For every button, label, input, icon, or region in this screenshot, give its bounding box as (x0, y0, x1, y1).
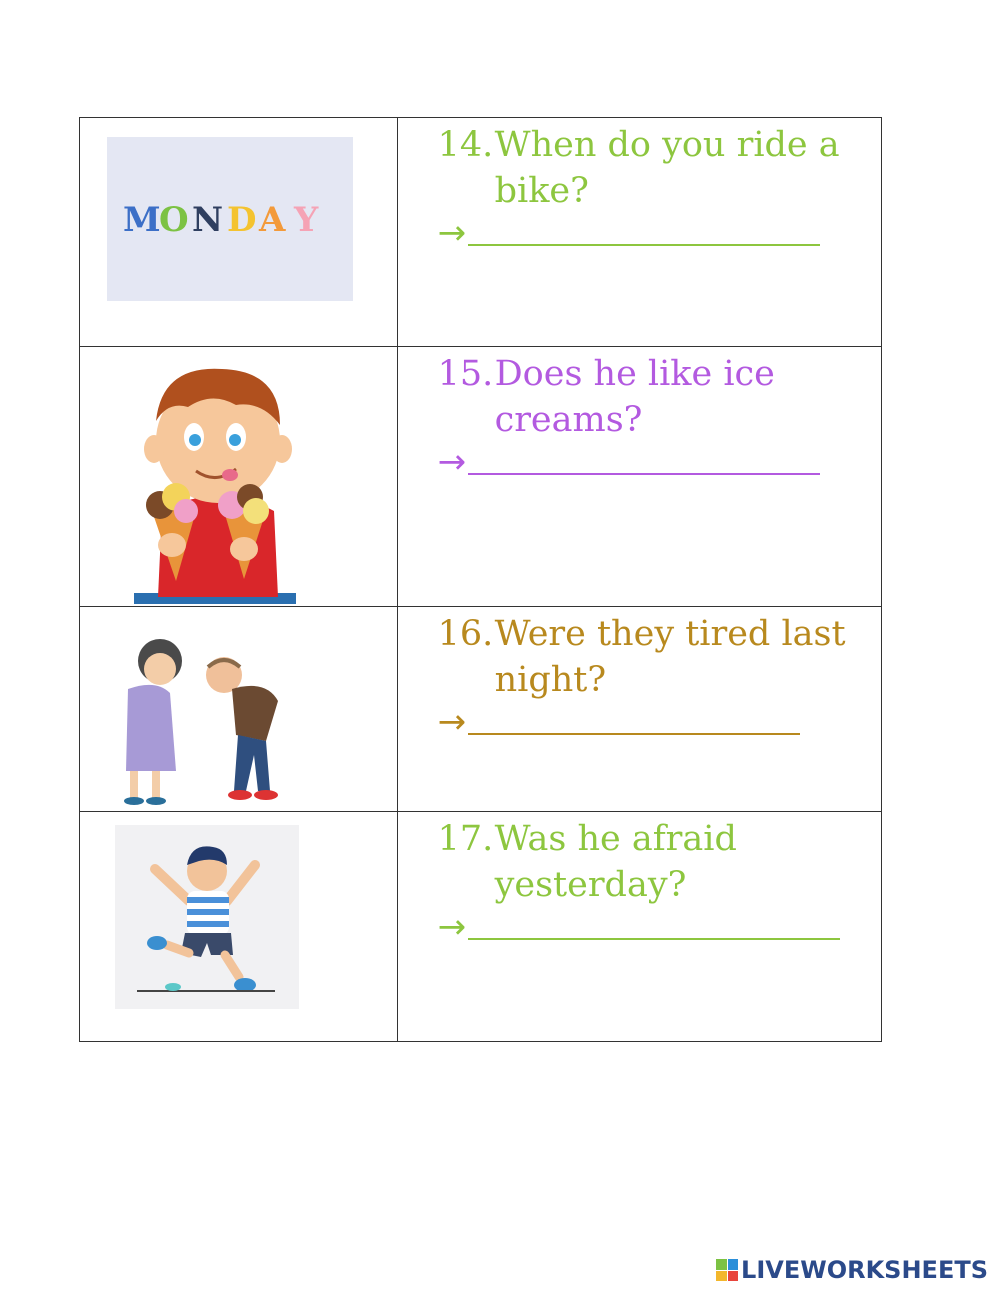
question-row-15 (80, 347, 882, 607)
question-cell-17 (397, 812, 881, 1042)
happy-running-boy-picture (115, 825, 299, 1009)
answer-line-17[interactable] (437, 907, 841, 947)
question-text-14 (438, 122, 871, 214)
arrow-icon: → (437, 213, 467, 253)
question-cell-15 (397, 347, 881, 607)
tired-elderly-couple-picture (106, 631, 306, 807)
arrow-icon: → (437, 702, 467, 742)
question-text-17 (438, 816, 871, 908)
image-cell-17 (80, 812, 398, 1042)
answer-input-14[interactable] (468, 244, 820, 246)
liveworksheets-logo (716, 1256, 988, 1284)
monday-letter-m: M (123, 200, 161, 240)
monday-letter-a: A (259, 200, 286, 240)
question-number: 17. (437, 819, 494, 859)
image-cell-14 (80, 118, 398, 347)
question-row-14 (80, 118, 882, 347)
monday-letter-d: D (227, 200, 257, 240)
question-number: 16. (437, 614, 494, 654)
monday-letter-y: Y (294, 200, 319, 240)
worksheet-table (79, 117, 882, 1042)
answer-input-17[interactable] (468, 938, 840, 940)
liveworksheets-logo-icon (716, 1259, 738, 1281)
answer-line-16[interactable] (437, 702, 801, 742)
question-body: Was he afraid yesterday? (494, 819, 737, 905)
answer-line-14[interactable] (437, 213, 821, 253)
question-row-16 (80, 607, 882, 812)
question-cell-16 (397, 607, 881, 812)
question-body: Were they tired last night? (494, 614, 846, 700)
question-number: 15. (437, 354, 494, 394)
logo-text: LIVEWORKSHEETS (741, 1256, 988, 1284)
image-cell-15 (80, 347, 398, 607)
question-cell-14 (397, 118, 881, 347)
image-cell-16 (80, 607, 398, 812)
monday-letters-picture (107, 137, 353, 301)
monday-letter-n: N (192, 200, 224, 240)
question-row-17 (80, 812, 882, 1042)
answer-input-15[interactable] (468, 473, 820, 475)
monday-letter-o: O (159, 200, 189, 240)
question-body: When do you ride a bike? (494, 125, 840, 211)
boy-with-ice-creams-picture (132, 361, 304, 605)
question-body: Does he like ice creams? (494, 354, 775, 440)
arrow-icon: → (437, 442, 467, 482)
answer-line-15[interactable] (437, 442, 821, 482)
arrow-icon: → (437, 907, 467, 947)
question-number: 14. (437, 125, 494, 165)
question-text-16 (438, 611, 871, 703)
answer-input-16[interactable] (468, 733, 800, 735)
question-text-15 (438, 351, 871, 443)
